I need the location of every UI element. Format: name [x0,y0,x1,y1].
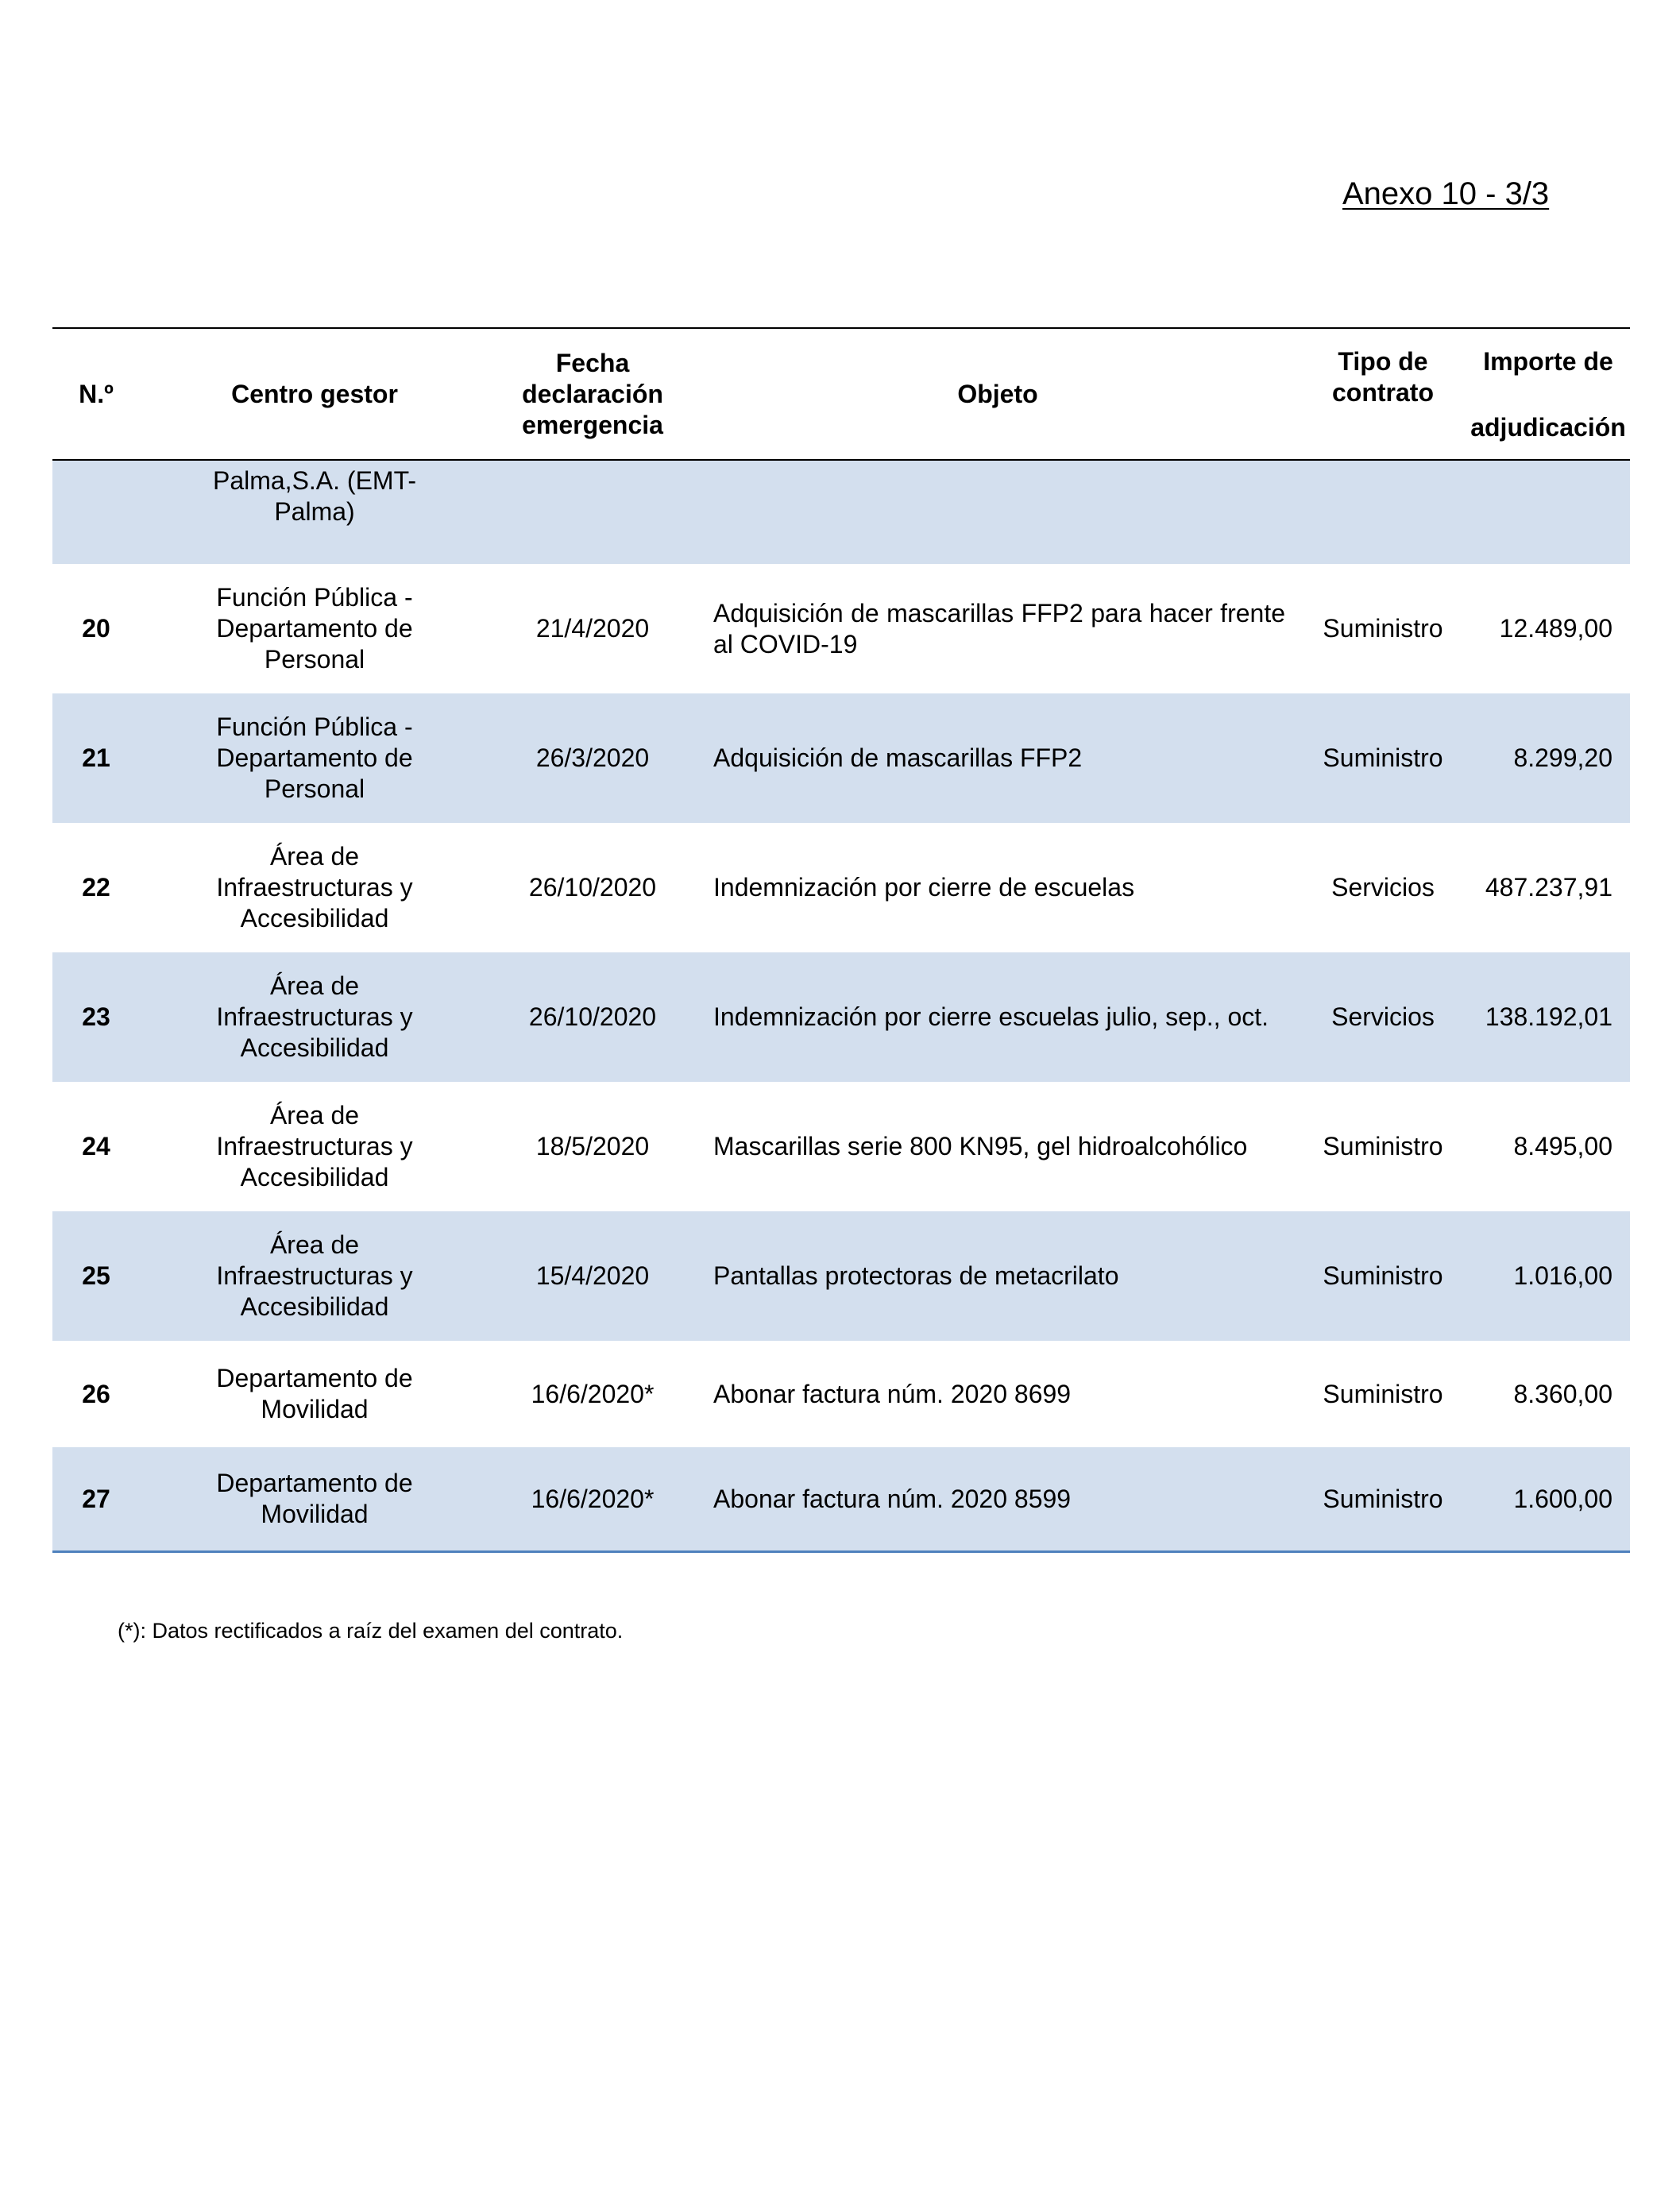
cell-objeto: Abonar factura núm. 2020 8599 [713,1484,1072,1513]
header-centro-gestor: Centro gestor [231,379,398,408]
cell-centro: Área de Infraestructuras y Accesibilidad [216,1230,413,1321]
cell-num: 20 [82,614,110,643]
cell-centro: Función Pública - Departamento de Personal [216,712,413,803]
table-header [52,327,1630,461]
table-bottom-rule [52,1550,1630,1553]
cell-tipo: Suministro [1323,743,1443,772]
cell-tipo: Suministro [1323,614,1443,643]
cell-tipo: Servicios [1331,873,1435,902]
cell-importe: 8.299,20 [1513,743,1612,772]
cell-fecha: 18/5/2020 [535,1132,650,1160]
cell-importe: 487.237,91 [1485,873,1612,902]
cell-fecha: 15/4/2020 [535,1261,650,1290]
cell-fecha: 16/6/2020* [531,1379,655,1408]
cell-importe: 1.016,00 [1513,1261,1612,1290]
table-row [52,952,1630,1082]
cell-num: 21 [82,743,110,772]
cell-centro: Área de Infraestructuras y Accesibilidad [216,842,413,933]
cell-tipo: Suministro [1323,1132,1443,1160]
cell-fecha: 26/10/2020 [528,873,657,902]
cell-tipo: Servicios [1331,1002,1435,1031]
cell-objeto: Adquisición de mascarillas FFP2 para hacer frente al COVID-19 [713,598,1285,658]
table-row [52,1211,1630,1341]
cell-tipo: Suministro [1323,1484,1443,1513]
page-title: Anexo 10 - 3/3 [1342,176,1550,211]
cell-fecha: 21/4/2020 [535,614,650,643]
cell-importe: 138.192,01 [1485,1002,1612,1031]
header-num: N.º [79,379,114,408]
cell-num: 24 [82,1132,110,1160]
cell-num: 22 [82,873,110,902]
cell-objeto: Abonar factura núm. 2020 8699 [713,1379,1072,1408]
cell-objeto: Mascarillas serie 800 KN95, gel hidroalcohólico [713,1132,1248,1160]
header-tipo: Tipo de contrato [1332,347,1434,407]
cell-num: 27 [82,1484,110,1513]
table-row-continuation [52,461,1630,564]
cell-objeto: Indemnización por cierre de escuelas [713,873,1135,902]
cell-objeto: Pantallas protectoras de metacrilato [713,1261,1119,1290]
cell-centro: Departamento de Movilidad [216,1364,413,1423]
cell-importe: 8.495,00 [1513,1132,1612,1160]
header-objeto: Objeto [957,379,1038,408]
cell-importe: 8.360,00 [1513,1379,1612,1408]
header-importe: Importe de adjudicación [1470,347,1626,442]
cell-fecha: 26/10/2020 [528,1002,657,1031]
table-row [52,564,1630,693]
cell-centro: Área de Infraestructuras y Accesibilidad [216,971,413,1062]
table-row [52,823,1630,952]
table-row [52,1447,1630,1550]
cell-centro: Departamento de Movilidad [216,1469,413,1528]
table-row [52,1082,1630,1211]
cell-num: 23 [82,1002,110,1031]
cell-centro: Palma,S.A. (EMT- Palma) [212,466,417,526]
cell-importe: 12.489,00 [1499,614,1612,643]
table-row [52,1341,1630,1447]
cell-centro: Función Pública - Departamento de Personal [216,583,413,674]
cell-importe: 1.600,00 [1513,1484,1612,1513]
cell-objeto: Indemnización por cierre escuelas julio, sep., oct. [713,1002,1269,1031]
table-row [52,693,1630,823]
cell-fecha: 16/6/2020* [531,1484,655,1513]
contracts-table [52,327,1630,1553]
cell-objeto: Adquisición de mascarillas FFP2 [713,743,1083,772]
cell-tipo: Suministro [1323,1379,1443,1408]
cell-tipo: Suministro [1323,1261,1443,1290]
cell-fecha: 26/3/2020 [535,743,650,772]
header-fecha: Fecha declaración emergencia [522,348,663,439]
cell-num: 25 [82,1261,110,1290]
cell-centro: Área de Infraestructuras y Accesibilidad [216,1101,413,1191]
footnote: (*): Datos rectificados a raíz del examen del contrato. [118,1619,624,1643]
cell-num: 26 [82,1379,110,1408]
